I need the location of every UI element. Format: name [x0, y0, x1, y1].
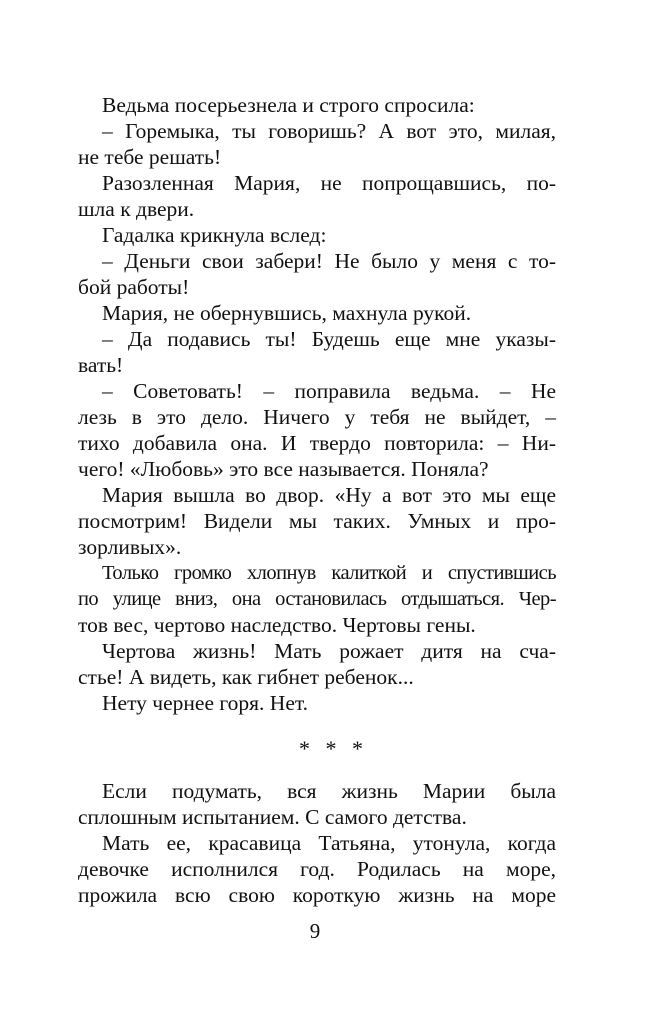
text-block-upper: [78, 92, 556, 716]
text-line: – Да подавись ты! Будешь еще мне указы-: [102, 327, 556, 351]
text-line: Мария, не обернувшись, махнула рукой.: [102, 301, 472, 325]
text-line: Ведьма посерьезнела и строго спросила:: [102, 93, 475, 117]
text-line: сплошным испытанием. С самого детства.: [78, 805, 467, 829]
text-line: вать!: [78, 353, 124, 377]
text-line: прожила всю свою короткую жизнь на море: [78, 883, 556, 907]
text-line: чего! «Любовь» это все называется. Поняла?: [78, 457, 489, 481]
text-line: тихо добавила она. И твердо повторила: – Ни-: [78, 431, 556, 455]
text-line: не тебе решать!: [78, 145, 222, 169]
text-line: девочке исполнился год. Родилась на море,: [78, 857, 556, 881]
text-line: Если подумать, вся жизнь Марии была: [102, 779, 556, 803]
text-line: – Деньги свои забери! Не было у меня с то-: [102, 249, 556, 273]
text-line: Разозленная Мария, не попрощавшись, по-: [102, 171, 556, 195]
text-block-lower: [78, 778, 556, 908]
text-line: бой работы!: [78, 275, 190, 299]
text-line: Мать ее, красавица Татьяна, утонула, когда: [102, 831, 556, 855]
text-line: – Советовать! – поправила ведьма. – Не: [102, 379, 556, 403]
text-line: – Горемыка, ты говоришь? А вот это, милая,: [102, 119, 556, 143]
text-line: тов вес, чертово наследство. Чертовы гены.: [78, 613, 476, 637]
text-line: Только громко хлопнув калиткой и спустившись: [102, 562, 556, 584]
text-line: Гадалка крикнула вслед:: [102, 223, 327, 247]
section-separator: * * *: [299, 736, 363, 761]
text-line: по улице вниз, она остановилась отдышаться. Чер-: [78, 588, 556, 610]
text-line: посмотрим! Видели мы таких. Умных и про-: [78, 509, 556, 533]
text-line: лезь в это дело. Ничего у тебя не выйдет, –: [78, 405, 556, 429]
text-line: стье! А видеть, как гибнет ребенок...: [78, 665, 414, 689]
text-line: Нету чернее горя. Нет.: [102, 691, 309, 715]
text-line: Мария вышла во двор. «Ну а вот это мы еще: [102, 483, 556, 507]
text-line: шла к двери.: [78, 197, 195, 221]
text-line: Чертова жизнь! Мать рожает дитя на сча-: [102, 639, 556, 663]
page-number: 9: [309, 919, 321, 943]
text-line: зорливых».: [78, 535, 182, 559]
